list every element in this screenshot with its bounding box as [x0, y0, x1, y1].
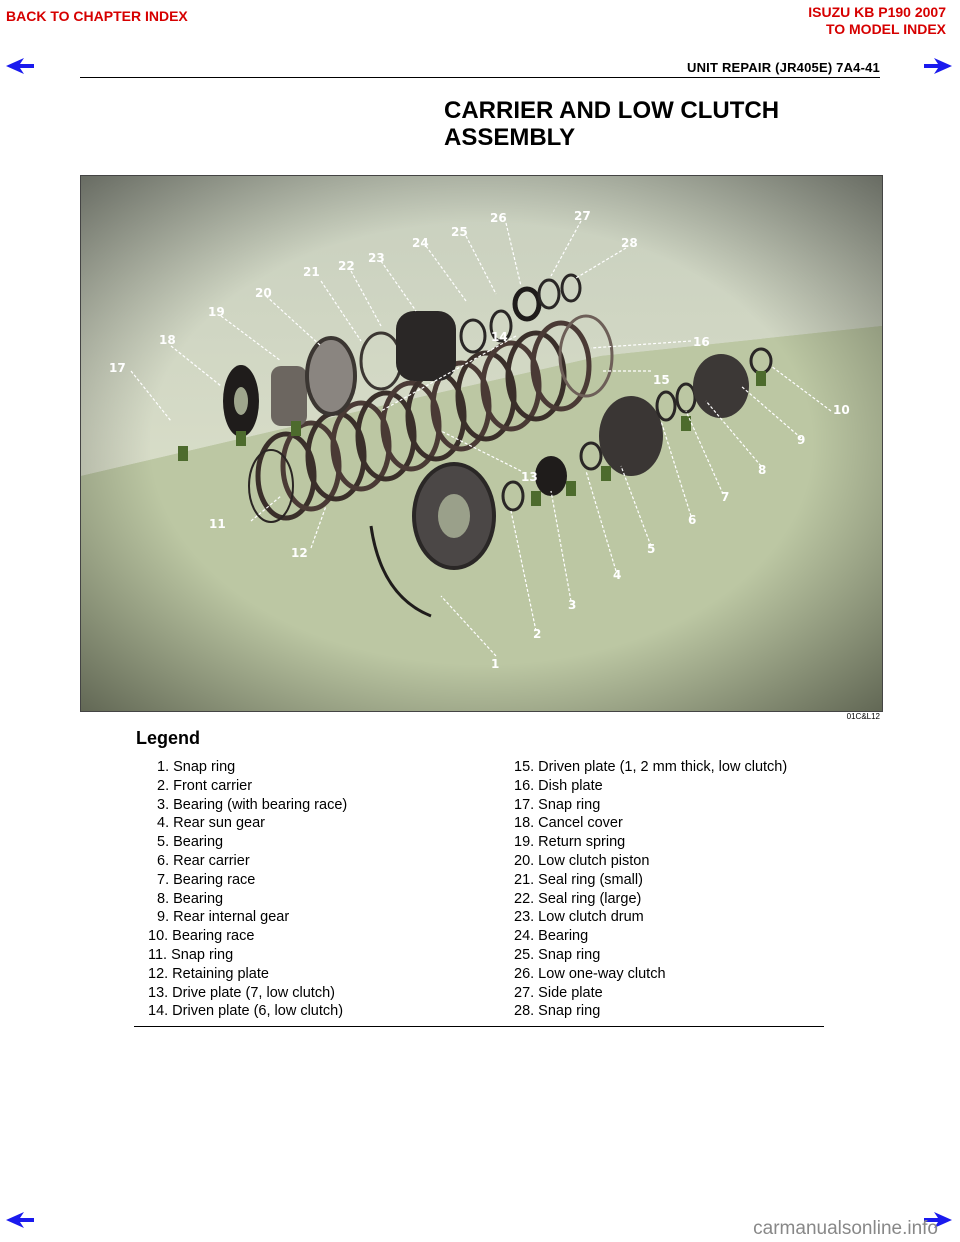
legend-item: 14. Driven plate (6, low clutch)	[148, 1003, 344, 1020]
legend-item: 21. Seal ring (small)	[514, 871, 643, 888]
page-title	[444, 97, 864, 151]
callout-28: 28	[621, 236, 638, 250]
callout-11: 11	[209, 517, 226, 531]
previous-page-arrow-icon[interactable]	[6, 58, 34, 74]
header-divider	[80, 77, 880, 78]
callout-6: 6	[688, 513, 697, 527]
legend-left-column	[148, 758, 348, 1021]
callout-8: 8	[758, 463, 767, 477]
legend-item: 1. Snap ring	[157, 759, 236, 775]
model-name: ISUZU KB P190 2007	[808, 4, 946, 20]
legend-title: Legend	[136, 728, 201, 748]
to-model-index-link[interactable]: TO MODEL INDEX	[825, 21, 946, 37]
watermark: carmanualsonline.info	[753, 1218, 938, 1239]
previous-page-arrow-bottom-icon[interactable]	[6, 1212, 34, 1228]
legend-item: 18. Cancel cover	[514, 815, 623, 832]
callout-14: 14	[491, 330, 508, 344]
callout-23: 23	[368, 251, 385, 265]
callout-15: 15	[653, 373, 670, 387]
legend-item: 19. Return spring	[514, 834, 626, 851]
callout-18: 18	[159, 333, 176, 347]
callout-3: 3	[568, 598, 577, 612]
exploded-view-illustration	[81, 176, 882, 711]
legend-item: 7. Bearing race	[157, 871, 256, 888]
legend-right-column	[514, 758, 787, 1021]
legend-item: 23. Low clutch drum	[514, 909, 644, 926]
callout-5: 5	[647, 542, 656, 556]
legend-item: 25. Snap ring	[514, 946, 601, 963]
callout-4: 4	[613, 568, 622, 582]
legend-item: 6. Rear carrier	[157, 852, 250, 869]
legend-item: 2. Front carrier	[157, 777, 253, 794]
callout-17: 17	[109, 361, 126, 375]
legend-item: 16. Dish plate	[514, 777, 603, 794]
legend-item: 22. Seal ring (large)	[514, 890, 642, 907]
legend-item: 24. Bearing	[514, 928, 589, 945]
callout-21: 21	[303, 265, 320, 279]
legend-item: 11. Snap ring	[148, 946, 234, 963]
legend-item: 10. Bearing race	[148, 928, 255, 945]
callout-20: 20	[255, 286, 272, 300]
legend-item: 15. Driven plate (1, 2 mm thick, low clutch)	[514, 759, 788, 775]
legend-item: 4. Rear sun gear	[157, 815, 266, 832]
legend-item: 27. Side plate	[514, 984, 603, 1001]
legend-item: 28. Snap ring	[514, 1003, 601, 1020]
legend-item: 3. Bearing (with bearing race)	[157, 796, 348, 813]
callout-1: 1	[491, 657, 500, 671]
title-line-2: ASSEMBLY	[444, 124, 576, 151]
next-page-arrow-icon[interactable]	[924, 58, 952, 74]
callout-24: 24	[412, 236, 429, 250]
legend-item: 13. Drive plate (7, low clutch)	[148, 984, 335, 1001]
callout-2: 2	[533, 627, 542, 641]
legend-item: 17. Snap ring	[514, 796, 601, 813]
exploded-view-photo	[80, 175, 883, 712]
callout-9: 9	[797, 433, 806, 447]
legend-item: 8. Bearing	[157, 890, 224, 907]
legend-item: 9. Rear internal gear	[157, 909, 290, 926]
model-nav	[808, 4, 946, 38]
callout-19: 19	[208, 305, 225, 319]
callout-7: 7	[721, 490, 730, 504]
section-header: UNIT REPAIR (JR405E) 7A4-41	[687, 60, 880, 75]
callout-26: 26	[490, 211, 507, 225]
back-to-chapter-index-link[interactable]: BACK TO CHAPTER INDEX	[6, 8, 188, 24]
legend-item: 5. Bearing	[157, 834, 224, 851]
title-line-1: CARRIER AND LOW CLUTCH	[444, 97, 780, 124]
legend-item: 26. Low one-way clutch	[514, 965, 666, 982]
callout-10: 10	[833, 403, 850, 417]
callout-13: 13	[521, 470, 538, 484]
callout-27: 27	[574, 209, 591, 223]
figure-code: 01C&L12	[846, 712, 880, 721]
callout-25: 25	[451, 225, 468, 239]
callout-22: 22	[338, 259, 355, 273]
legend-divider	[134, 1026, 824, 1027]
legend-item: 20. Low clutch piston	[514, 852, 650, 869]
legend-item: 12. Retaining plate	[148, 965, 269, 982]
callout-12: 12	[291, 546, 308, 560]
callout-16: 16	[693, 335, 710, 349]
